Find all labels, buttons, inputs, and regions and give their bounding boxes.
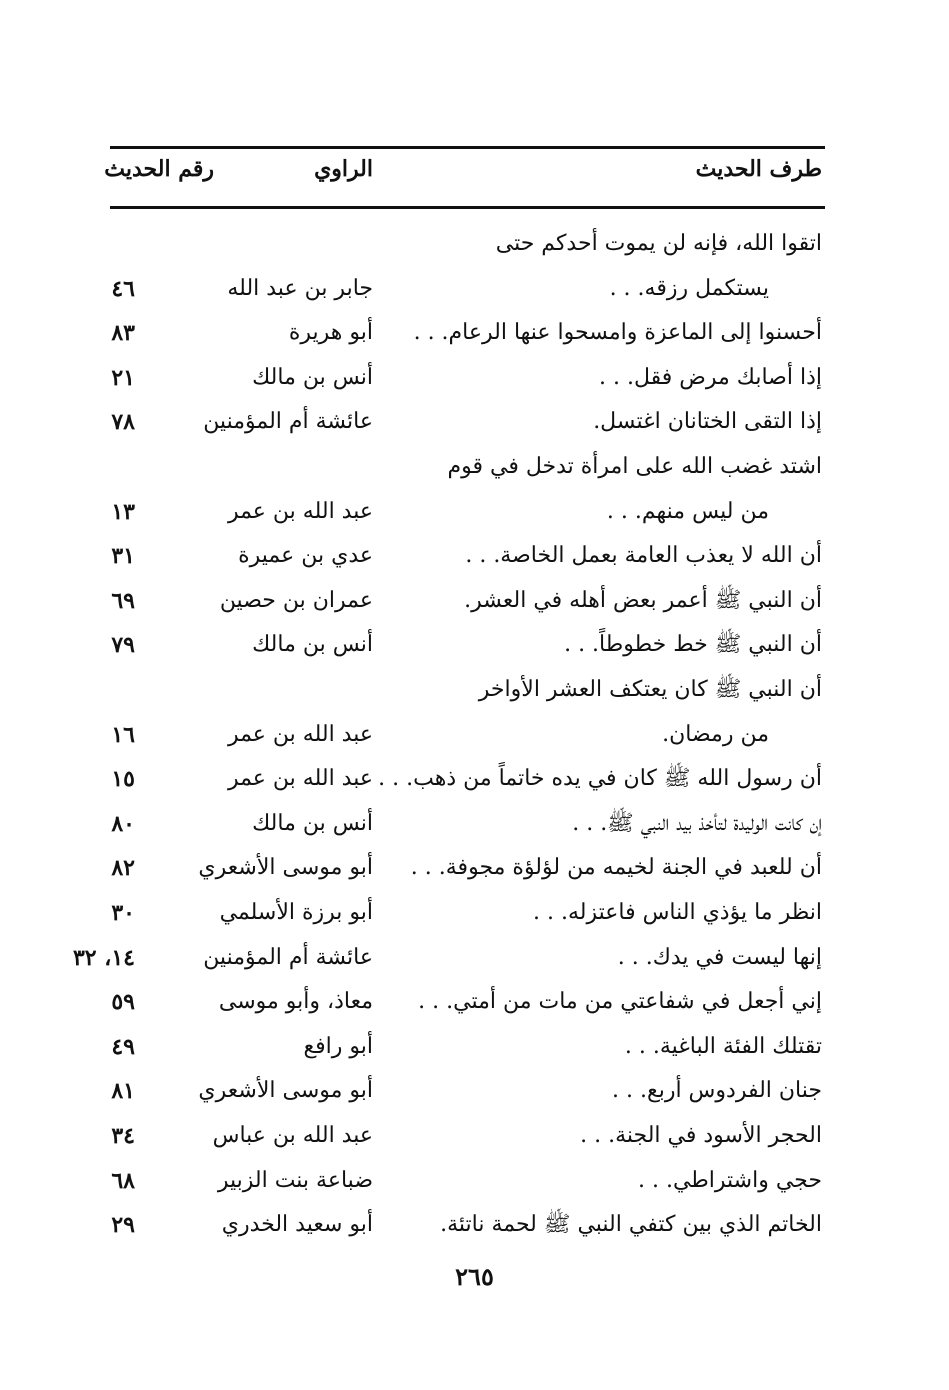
hadith-text: تقتلك الفئة الباغية. . . [624,1033,822,1059]
narrator: أبو هريرة [288,320,373,346]
narrator: عبد الله بن عباس [212,1123,373,1148]
table-row [0,1025,949,1069]
table-row [0,846,949,890]
hadith-number: ٦٩ [111,587,135,614]
hadith-number: ٦٨ [111,1167,135,1194]
table-row [0,400,949,444]
page-number: ٢٦٥ [455,1262,494,1291]
hadith-text: إذا أصابك مرض فقل. . . [599,364,822,390]
hadith-text: أن للعبد في الجنة لخيمه من لؤلؤة مجوفة. . . [410,855,822,881]
hadith-text: أن النبي ﷺ أعمر بعض أهله في العشر. [464,587,822,613]
table-row [0,534,949,578]
narrator: عبد الله بن عمر [227,498,373,524]
hadith-text: إنها ليست في يدك. . . [617,944,822,970]
narrator: أنس بن مالك [252,364,373,390]
hadith-number: ٧٩ [111,632,135,659]
narrator: أبو موسى الأشعري [198,1078,373,1104]
hadith-number: ١٤، ٣٢ [72,944,135,971]
hadith-text: من ليس منهم. . . [606,498,769,524]
hadith-number: ٤٩ [111,1033,135,1060]
table-row [0,356,949,400]
narrator: أنس بن مالك [252,810,373,836]
narrator: عائشة أم المؤمنين [203,409,373,435]
narrator: أبو سعيد الخدري [221,1212,373,1238]
narrator: جابر بن عبد الله [227,275,373,301]
column-header-narrator: الراوي [314,156,373,182]
hadith-text: اشتد غضب الله على امرأة تدخل في قوم [447,454,822,479]
table-row [0,802,949,846]
hadith-number: ٨٣ [111,320,135,347]
table-row [0,891,949,935]
hadith-text: أحسنوا إلى الماعزة وامسحوا عنها الرعام. . . [413,320,822,346]
hadith-text: إذا التقى الختانان اغتسل. [593,409,822,435]
narrator: أنس بن مالك [252,632,373,658]
table-row [0,936,949,980]
hadith-number: ١٣ [111,498,135,525]
hadith-text: يستكمل رزقه. . . [609,275,769,301]
table-row [0,1159,949,1203]
narrator: عبد الله بن عمر [227,766,373,792]
table-row [0,579,949,623]
table-row [0,713,949,757]
hadith-number: ٢١ [111,364,135,391]
hadith-number: ٣٠ [111,900,135,926]
column-header-number: رقم الحديث [104,156,214,182]
hadith-number: ٣٤ [111,1123,135,1149]
table-row [0,222,949,266]
hadith-number: ٨٢ [111,855,135,882]
hadith-number: ٤٦ [111,275,135,302]
hadith-number: ١٦ [111,721,135,748]
table-row [0,490,949,534]
hadith-number: ٧٨ [111,409,135,436]
narrator: معاذ، وأبو موسى [218,989,373,1015]
hadith-text: أن النبي ﷺ خط خطوطاً. . . [564,632,822,658]
hadith-text: من رمضان. [662,721,769,747]
hadith-text: جنان الفردوس أربع. . . [612,1078,822,1104]
table-row [0,623,949,667]
hadith-number: ٨٠ [111,810,135,837]
hadith-text: الخاتم الذي بين كتفي النبي ﷺ لحمة ناتئة. [440,1212,822,1238]
table-row [0,267,949,311]
table-row [0,980,949,1024]
table-row [0,1114,949,1158]
hadith-text: أن الله لا يعذب العامة بعمل الخاصة. . . [465,543,822,569]
hadith-text: أن رسول الله ﷺ كان في يده خاتماً من ذهب. . . [378,766,822,792]
hadith-text: أن النبي ﷺ كان يعتكف العشر الأواخر [478,677,822,702]
column-header-hadith: طرف الحديث [695,156,822,182]
hadith-text: اتقوا الله، فإنه لن يموت أحدكم حتى [495,231,822,256]
narrator: عمران بن حصين [219,587,373,613]
hadith-text: انظر ما يؤذي الناس فاعتزله. . . [533,900,822,925]
hadith-text: الحجر الأسود في الجنة. . . [580,1123,822,1148]
table-row [0,311,949,355]
table-row [0,1069,949,1113]
narrator: عائشة أم المؤمنين [203,944,373,970]
narrator: أبو برزة الأسلمي [219,900,373,925]
hadith-number: ١٥ [111,766,135,793]
table-row [0,1203,949,1247]
table-row [0,757,949,801]
narrator: عبد الله بن عمر [227,721,373,747]
hadith-text: حجي واشتراطي. . . [637,1167,822,1193]
hadith-number: ٢٩ [111,1212,135,1239]
table-row [0,445,949,489]
table-row [0,668,949,712]
narrator: أبو موسى الأشعري [198,855,373,881]
narrator: أبو رافع [303,1033,373,1059]
hadith-text: إني أجعل في شفاعتي من مات من أمتي. . . [418,989,822,1015]
hadith-number: ٣١ [111,543,135,570]
hadith-number: ٨١ [111,1078,135,1105]
hadith-text: إن كانت الوليدة لتأخذ بيد النبي ﷺ. . . [572,810,822,836]
narrator: عدي بن عميرة [238,543,373,569]
hadith-number: ٥٩ [111,989,135,1016]
narrator: ضباعة بنت الزبير [217,1167,373,1193]
